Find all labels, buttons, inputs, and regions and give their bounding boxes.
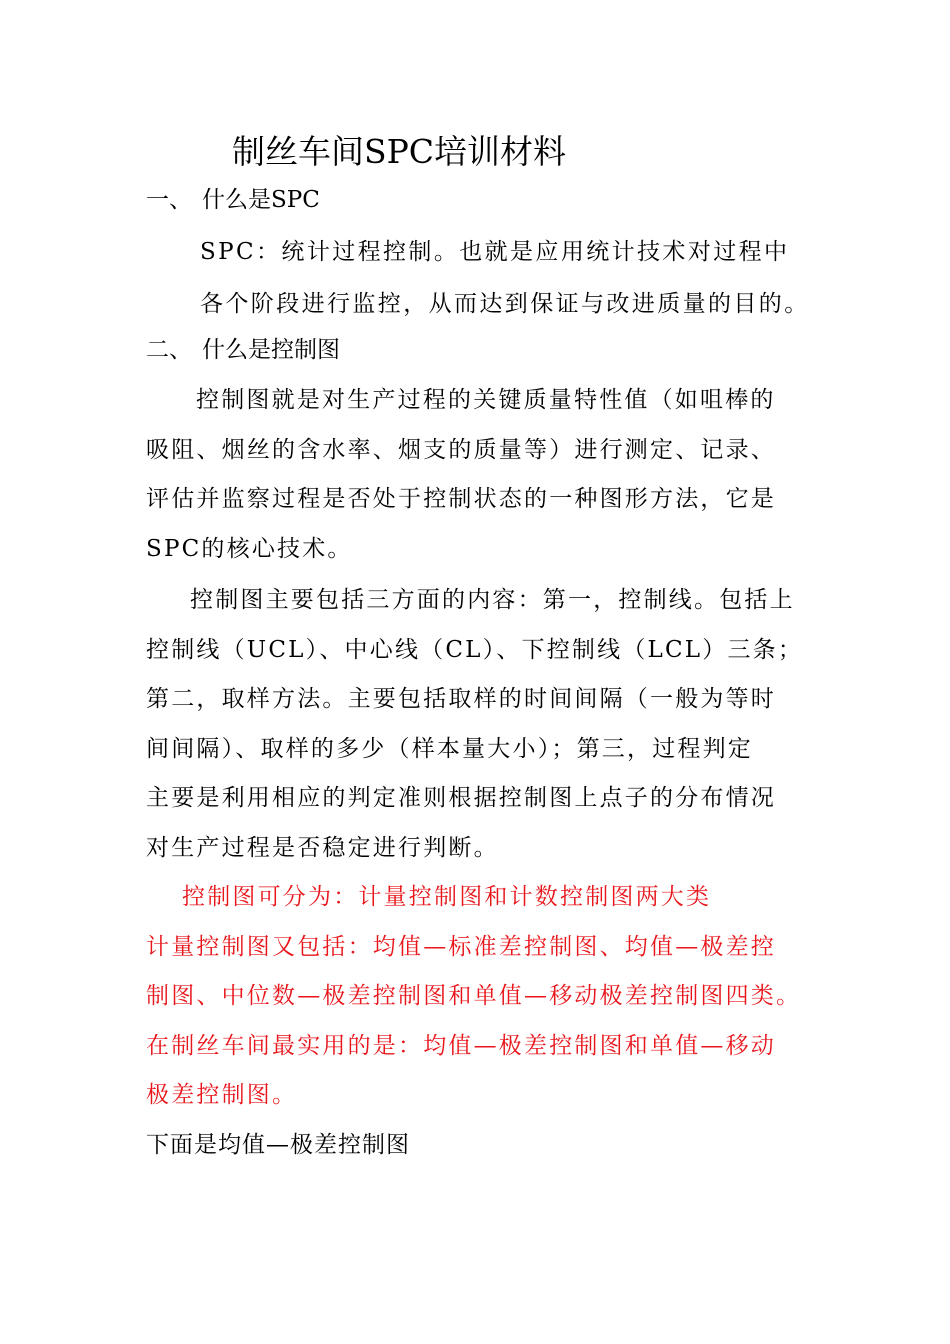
paragraph-line: 第二，取样方法。主要包括取样的时间间隔（一般为等时 [146, 686, 776, 712]
section-2-paragraph-2 [146, 576, 806, 873]
paragraph-line: 制图、中位数—极差控制图和单值—移动极差控制图四类。 [146, 983, 802, 1009]
section-2-title: 什么是控制图 [202, 337, 340, 363]
paragraph-line: 计量控制图又包括：均值—标准差控制图、均值—极差控 [146, 933, 776, 960]
paragraph-line: 控制图主要包括三方面的内容：第一，控制线。包括上 [190, 587, 795, 613]
section-2-red-paragraph [146, 873, 806, 1121]
document-title: 制丝车间SPC培训材料 [232, 132, 567, 171]
paragraph-line: 控制图可分为：计量控制图和计数控制图两大类 [182, 884, 712, 910]
section-2-number: 二、 [146, 337, 192, 363]
paragraph-line: 控制图就是对生产过程的关键质量特性值（如咀棒的 [196, 387, 776, 413]
section-1-number: 一、 [146, 187, 192, 213]
section-2-heading [146, 333, 340, 367]
paragraph-line: 主要是利用相应的判定准则根据控制图上点子的分布情况 [146, 785, 776, 811]
paragraph-line: 评估并监察过程是否处于控制状态的一种图形方法，它是 [146, 486, 776, 512]
paragraph-line: 控制线（UCL）、中心线（CL）、下控制线（LCL）三条； [146, 636, 804, 663]
section-2-paragraph-1 [146, 376, 806, 574]
paragraph-line: 间间隔）、取样的多少（样本量大小）；第三，过程判定 [146, 735, 753, 762]
paragraph-line: 对生产过程是否稳定进行判断。 [146, 834, 499, 861]
section-1-paragraph [200, 226, 810, 330]
paragraph-line: 吸阻、烟丝的含水率、烟支的质量等）进行测定、记录、 [146, 436, 776, 463]
closing-line [146, 1121, 806, 1171]
paragraph-line: 下面是均值—极差控制图 [146, 1132, 410, 1158]
section-1-heading [146, 183, 320, 217]
section-1-title: 什么是SPC [202, 187, 320, 213]
paragraph-line: SPC的核心技术。 [146, 535, 353, 562]
paragraph-line: 极差控制图。 [146, 1082, 298, 1108]
paragraph-line: SPC：统计过程控制。也就是应用统计技术对过程中 [200, 239, 790, 265]
paragraph-line: 各个阶段进行监控，从而达到保证与改进质量的目的。 [200, 291, 810, 317]
paragraph-line: 在制丝车间最实用的是：均值—极差控制图和单值—移动 [146, 1032, 776, 1059]
